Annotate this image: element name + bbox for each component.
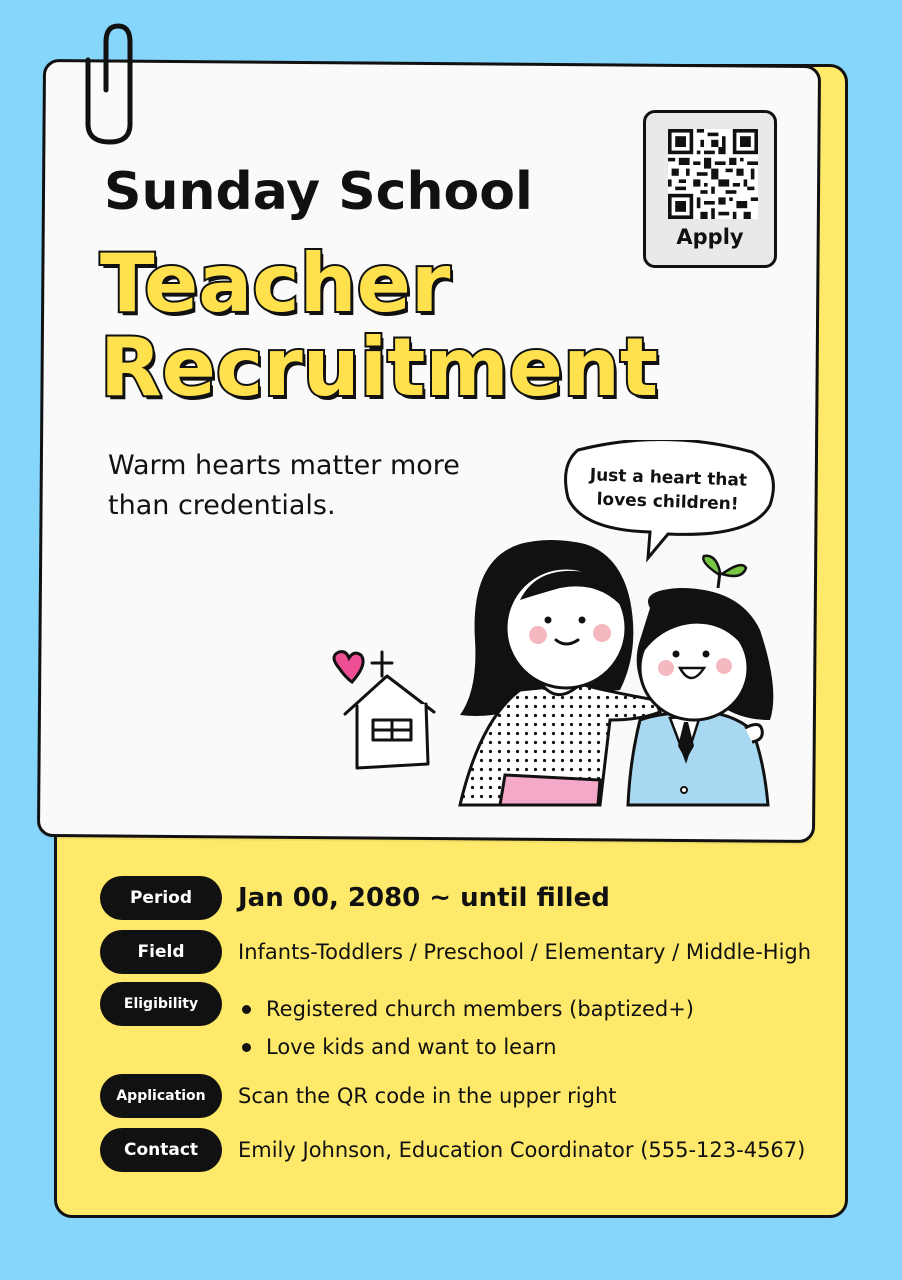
- title-recruitment: Recruitment: [100, 321, 659, 414]
- field-pill: Field: [100, 930, 222, 974]
- list-item: Love kids and want to learn: [242, 1028, 694, 1066]
- qr-code-icon[interactable]: [668, 129, 758, 219]
- list-item: Registered church members (baptized+): [242, 990, 694, 1028]
- application-value: Scan the QR code in the upper right: [238, 1084, 617, 1108]
- period-pill: Period: [100, 876, 222, 920]
- application-pill: Application: [100, 1074, 222, 1118]
- period-row: [100, 876, 840, 924]
- sprout-icon: [703, 556, 746, 588]
- speech-bubble-text: Just a heart that loves children!: [589, 465, 748, 515]
- field-row: [100, 930, 840, 978]
- contact-pill: Contact: [100, 1128, 222, 1172]
- qr-apply-label[interactable]: Apply: [676, 225, 744, 249]
- contact-row: [100, 1128, 840, 1176]
- tagline: Warm hearts matter more than credentials.: [108, 450, 460, 521]
- heart-icon: [334, 652, 363, 682]
- application-row: [100, 1074, 840, 1122]
- eligibility-pill: Eligibility: [100, 982, 222, 1026]
- qr-apply-box[interactable]: [643, 110, 777, 268]
- field-value: Infants-Toddlers / Preschool / Elementary / Middle-High: [238, 940, 812, 964]
- eligibility-list: [242, 990, 694, 1066]
- period-value: Jan 00, 2080 ~ until filled: [238, 883, 610, 913]
- title-teacher: Teacher: [100, 237, 451, 330]
- paperclip-icon: [80, 20, 136, 146]
- title-sunday-school: Sunday School: [104, 162, 533, 222]
- contact-value: Emily Johnson, Education Coordinator (555-123-4567): [238, 1138, 806, 1162]
- eligibility-row: [100, 982, 840, 1072]
